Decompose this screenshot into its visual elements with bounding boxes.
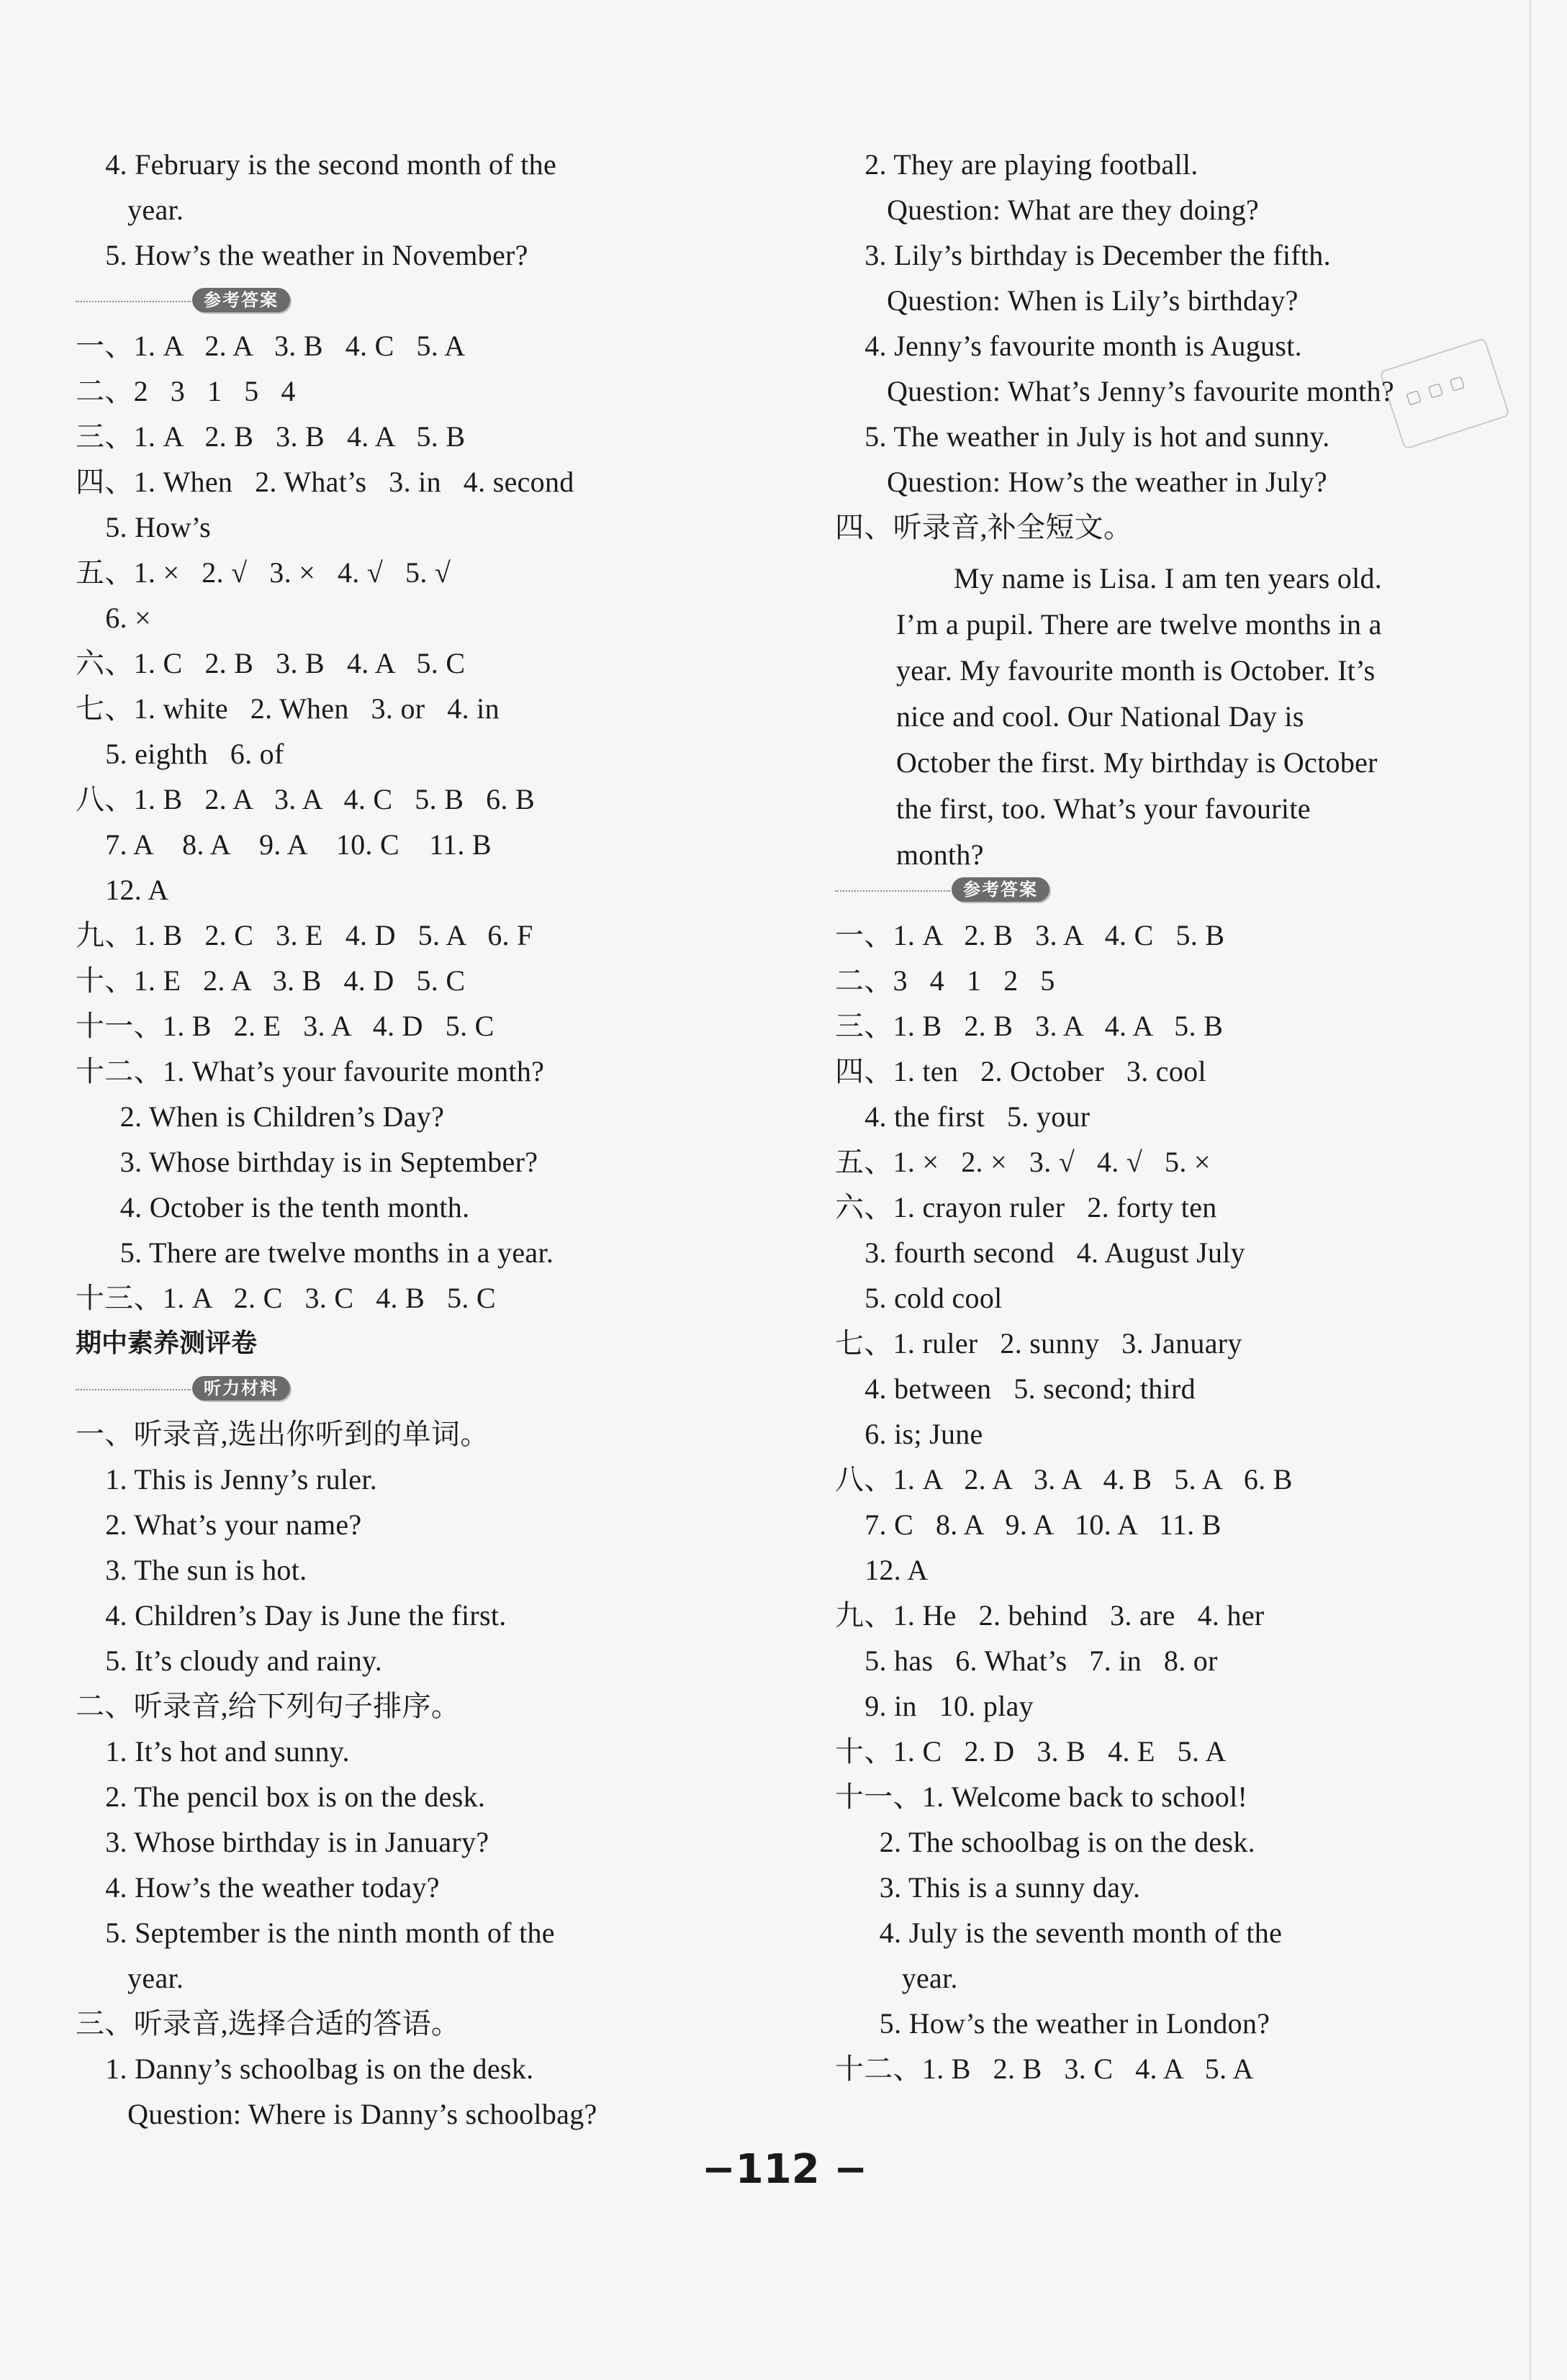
text-line: year. [76, 194, 184, 226]
text-line: 四、1. ten 2. October 3. cool [835, 1055, 1206, 1087]
text-line: year. [835, 1962, 958, 1994]
text-line: 八、1. A 2. A 3. A 4. B 5. A 6. B [835, 1463, 1293, 1496]
text-line: 5. has 6. What’s 7. in 8. or [835, 1644, 1218, 1677]
answers-banner [76, 284, 320, 318]
text-line: 五、1. × 2. √ 3. × 4. √ 5. √ [76, 556, 451, 589]
text-line: 6. × [76, 602, 151, 634]
passage-line: nice and cool. Our National Day is [896, 700, 1304, 733]
text-line: 4. How’s the weather today? [76, 1871, 440, 1904]
text-line: 一、1. A 2. B 3. A 4. C 5. B [835, 919, 1225, 951]
dotted-rule [835, 890, 950, 892]
text-line: 十、1. C 2. D 3. B 4. E 5. A [835, 1735, 1227, 1768]
text-line: 5. The weather in July is hot and sunny. [835, 420, 1330, 453]
text-line: 十、1. E 2. A 3. B 4. D 5. C [76, 964, 466, 997]
text-line: 七、1. white 2. When 3. or 4. in [76, 692, 500, 725]
text-line: 十一、1. B 2. E 3. A 4. D 5. C [76, 1010, 495, 1042]
text-line: 4. October is the tenth month. [76, 1191, 470, 1223]
text-line: year. [76, 1962, 184, 1994]
text-line: Question: Where is Danny’s schoolbag? [76, 2098, 597, 2130]
text-line: 3. Whose birthday is in September? [76, 1146, 538, 1178]
text-line: 九、1. B 2. C 3. E 4. D 5. A 6. F [76, 919, 533, 951]
text-line: 六、1. C 2. B 3. B 4. A 5. C [76, 647, 466, 679]
text-line: 5. How’s [76, 511, 212, 543]
text-line: 四、听录音,补全短文。 [835, 511, 1133, 543]
text-line: 十三、1. A 2. C 3. C 4. B 5. C [76, 1282, 496, 1314]
text-line: 十一、1. Welcome back to school! [835, 1781, 1248, 1813]
text-line: 二、2 3 1 5 4 [76, 375, 296, 407]
text-line: 十二、1. What’s your favourite month? [76, 1055, 545, 1087]
text-line: 4. between 5. second; third [835, 1372, 1196, 1405]
page-number: −112 − [701, 2146, 868, 2193]
watermark-stamp-icon: ▢ ▢ ▢ [1379, 338, 1510, 450]
text-line: Question: What are they doing? [835, 194, 1260, 226]
listening-passage [896, 556, 1432, 878]
text-line: 七、1. ruler 2. sunny 3. January [835, 1327, 1242, 1359]
section-heading: 期中素养测评卷 [76, 1329, 258, 1358]
text-line: 二、3 4 1 2 5 [835, 964, 1055, 997]
text-line: 2. What’s your name? [76, 1508, 362, 1541]
text-line: 3. The sun is hot. [76, 1554, 307, 1586]
text-line: 2. They are playing football. [835, 148, 1198, 181]
text-line: 5. It’s cloudy and rainy. [76, 1644, 383, 1677]
text-line: 7. C 8. A 9. A 10. A 11. B [835, 1508, 1221, 1541]
dotted-rule [76, 301, 191, 302]
text-line: 2. When is Children’s Day? [76, 1100, 445, 1133]
text-line: 三、1. B 2. B 3. A 4. A 5. B [835, 1010, 1224, 1042]
text-line: 12. A [835, 1554, 929, 1586]
banner-label: 参考答案 [952, 877, 1049, 902]
answers-banner [835, 873, 1080, 908]
text-line: 2. The pencil box is on the desk. [76, 1781, 486, 1813]
text-line: 12. A [76, 874, 169, 906]
text-line: 四、1. When 2. What’s 3. in 4. second [76, 466, 574, 498]
text-line: 5. September is the ninth month of the [76, 1917, 555, 1949]
text-line: 5. How’s the weather in London? [835, 2007, 1270, 2040]
text-line: 6. is; June [835, 1418, 983, 1450]
text-line: 3. Lily’s birthday is December the fifth. [835, 239, 1331, 271]
text-line: Question: When is Lily’s birthday? [835, 284, 1299, 317]
text-line: 5. How’s the weather in November? [76, 239, 528, 271]
text-line: 9. in 10. play [835, 1690, 1034, 1722]
text-line: 一、听录音,选出你听到的单词。 [76, 1418, 489, 1450]
text-line: 3. This is a sunny day. [835, 1871, 1141, 1904]
text-line: 一、1. A 2. A 3. B 4. C 5. A [76, 330, 466, 362]
passage-line: I’m a pupil. There are twelve months in a [896, 608, 1382, 641]
passage-line: October the first. My birthday is October [896, 746, 1378, 779]
text-line: 五、1. × 2. × 3. √ 4. √ 5. × [835, 1146, 1211, 1178]
text-line: 7. A 8. A 9. A 10. C 11. B [76, 828, 492, 861]
text-line: 三、1. A 2. B 3. B 4. A 5. B [76, 420, 466, 453]
text-line: Question: What’s Jenny’s favourite month? [835, 375, 1394, 407]
text-line: 1. It’s hot and sunny. [76, 1735, 350, 1768]
text-line: 4. July is the seventh month of the [835, 1917, 1283, 1949]
text-line: 5. cold cool [835, 1282, 1003, 1314]
text-line: 二、听录音,给下列句子排序。 [76, 1690, 461, 1722]
text-line: 4. Children’s Day is June the first. [76, 1599, 507, 1632]
text-line: 九、1. He 2. behind 3. are 4. her [835, 1599, 1265, 1632]
banner-label: 参考答案 [192, 288, 290, 312]
text-line: 八、1. B 2. A 3. A 4. C 5. B 6. B [76, 783, 535, 815]
page-edge-line [1530, 0, 1531, 2380]
text-line: 4. February is the second month of the [76, 148, 557, 181]
text-line: 4. Jenny’s favourite month is August. [835, 330, 1302, 362]
listening-banner [76, 1372, 320, 1406]
passage-line: the first, too. What’s your favourite [896, 792, 1311, 825]
text-line: 十二、1. B 2. B 3. C 4. A 5. A [835, 2053, 1254, 2085]
passage-line: month? [896, 838, 984, 871]
text-line: 3. fourth second 4. August July [835, 1236, 1245, 1269]
text-line: 1. This is Jenny’s ruler. [76, 1463, 378, 1496]
text-line: 2. The schoolbag is on the desk. [835, 1826, 1255, 1858]
text-line: 5. eighth 6. of [76, 738, 284, 770]
text-line: 三、听录音,选择合适的答语。 [76, 2007, 461, 2040]
text-line: 六、1. crayon ruler 2. forty ten [835, 1191, 1217, 1223]
passage-line: year. My favourite month is October. It’s [896, 654, 1376, 687]
text-line: Question: How’s the weather in July? [835, 466, 1327, 498]
text-line: 5. There are twelve months in a year. [76, 1236, 554, 1269]
passage-line: My name is Lisa. I am ten years old. [954, 562, 1383, 594]
text-line: 3. Whose birthday is in January? [76, 1826, 489, 1858]
banner-label: 听力材料 [192, 1376, 290, 1401]
dotted-rule [76, 1389, 191, 1390]
text-line: 4. the first 5. your [835, 1100, 1090, 1133]
text-line: 1. Danny’s schoolbag is on the desk. [76, 2053, 534, 2085]
